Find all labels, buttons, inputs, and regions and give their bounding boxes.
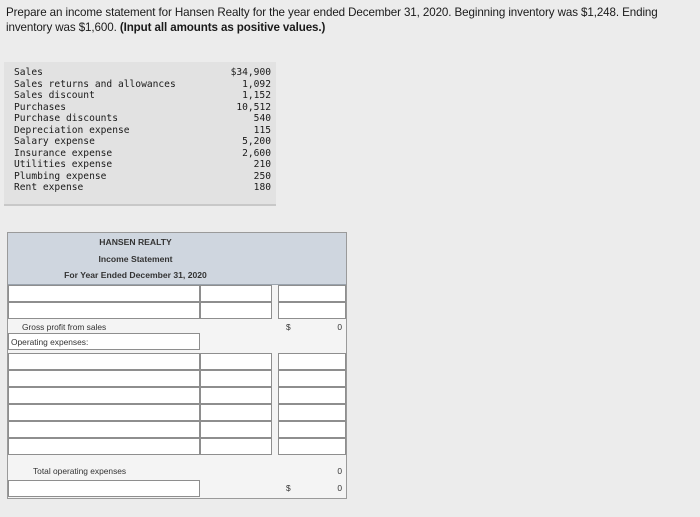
prompt-text: Prepare an income statement for Hansen Realty for the year ended December 31, 2020. Beginning inventory was $1,248. Ending inventory was $1,600. — [6, 6, 658, 34]
blank-cell — [200, 333, 272, 350]
expense-total-input[interactable] — [278, 387, 346, 404]
total-operating-label-cell — [8, 463, 200, 480]
expense-amount-input[interactable] — [200, 438, 272, 455]
account-value: 1,152 — [242, 90, 271, 101]
net-income-value: 0 — [337, 483, 342, 493]
total-operating-label: Total operating expenses — [33, 466, 127, 476]
account-value: 540 — [253, 113, 271, 124]
expense-total-input[interactable] — [278, 353, 346, 370]
expense-amount-input[interactable] — [200, 404, 272, 421]
account-label: Salary expense — [14, 136, 95, 147]
income-statement-form — [7, 232, 347, 499]
blank-cell — [200, 480, 272, 497]
label-input[interactable] — [8, 302, 200, 319]
account-row — [4, 171, 276, 183]
statement-row — [8, 285, 346, 302]
prompt-emphasis: (Input all amounts as positive values.) — [119, 21, 326, 34]
account-label: Sales returns and allowances — [14, 78, 176, 90]
account-balances-panel — [4, 62, 276, 206]
account-value: 210 — [253, 159, 271, 170]
account-label: Purchases — [14, 101, 66, 113]
expense-total-input[interactable] — [278, 404, 346, 421]
account-value: 115 — [253, 124, 271, 136]
expense-row — [8, 370, 346, 387]
account-row — [4, 79, 276, 91]
net-income-row — [8, 480, 346, 497]
account-value: 5,200 — [242, 136, 271, 147]
total-operating-value: 0 — [337, 466, 342, 476]
total-operating-row — [8, 463, 346, 480]
account-row — [4, 102, 276, 114]
amount-input[interactable] — [200, 285, 272, 302]
account-row — [4, 182, 276, 194]
account-label: Plumbing expense — [14, 170, 107, 182]
expense-row — [8, 404, 346, 421]
net-income-currency: $ — [286, 483, 291, 493]
account-label: Rent expense — [14, 182, 84, 193]
account-row — [4, 113, 276, 125]
amount-input[interactable] — [200, 302, 272, 319]
company-name: HANSEN REALTY — [99, 237, 172, 247]
blank-cell — [200, 463, 272, 480]
total-input[interactable] — [278, 302, 346, 319]
account-row — [4, 136, 276, 148]
account-value: 2,600 — [242, 147, 271, 159]
expense-row — [8, 353, 346, 370]
blank-cell — [278, 333, 346, 350]
expense-total-input[interactable] — [278, 438, 346, 455]
label-input[interactable] — [8, 285, 200, 302]
gross-profit-value: 0 — [337, 322, 342, 332]
account-row — [4, 67, 276, 79]
expense-amount-input[interactable] — [200, 353, 272, 370]
account-value: $34,900 — [230, 67, 271, 78]
account-label: Utilities expense — [14, 159, 113, 170]
statement-row — [8, 302, 346, 319]
account-value: 1,092 — [242, 78, 271, 90]
account-row — [4, 148, 276, 160]
total-operating-amount — [278, 463, 346, 480]
expense-label-input[interactable] — [8, 353, 200, 370]
operating-expenses-row — [8, 333, 346, 350]
statement-period: For Year Ended December 31, 2020 — [64, 270, 207, 280]
account-value: 10,512 — [236, 101, 271, 113]
expense-label-input[interactable] — [8, 387, 200, 404]
expense-row — [8, 421, 346, 438]
gross-profit-currency: $ — [286, 322, 291, 332]
expense-row — [8, 387, 346, 404]
total-input[interactable] — [278, 285, 346, 302]
gross-profit-label: Gross profit from sales — [22, 322, 107, 332]
expense-total-input[interactable] — [278, 370, 346, 387]
expense-label-input[interactable] — [8, 421, 200, 438]
statement-header — [8, 233, 346, 285]
net-income-label-input[interactable] — [8, 480, 200, 497]
account-label: Sales — [14, 67, 43, 78]
operating-expenses-cell[interactable] — [8, 333, 200, 350]
account-label: Purchase discounts — [14, 113, 118, 124]
account-value: 250 — [253, 170, 271, 182]
expense-amount-input[interactable] — [200, 387, 272, 404]
expense-amount-input[interactable] — [200, 421, 272, 438]
expense-amount-input[interactable] — [200, 370, 272, 387]
account-row — [4, 90, 276, 102]
expense-label-input[interactable] — [8, 404, 200, 421]
account-row — [4, 125, 276, 137]
account-label: Depreciation expense — [14, 124, 130, 136]
expense-label-input[interactable] — [8, 370, 200, 387]
expense-label-input[interactable] — [8, 438, 200, 455]
expense-row — [8, 438, 346, 455]
account-label: Insurance expense — [14, 147, 113, 159]
account-label: Sales discount — [14, 90, 95, 101]
problem-prompt — [6, 5, 696, 35]
account-value: 180 — [253, 182, 271, 193]
expense-total-input[interactable] — [278, 421, 346, 438]
net-income-amount — [278, 480, 346, 497]
account-row — [4, 159, 276, 171]
statement-title: Income Statement — [98, 254, 173, 264]
operating-expenses-label: Operating expenses: — [11, 337, 89, 347]
